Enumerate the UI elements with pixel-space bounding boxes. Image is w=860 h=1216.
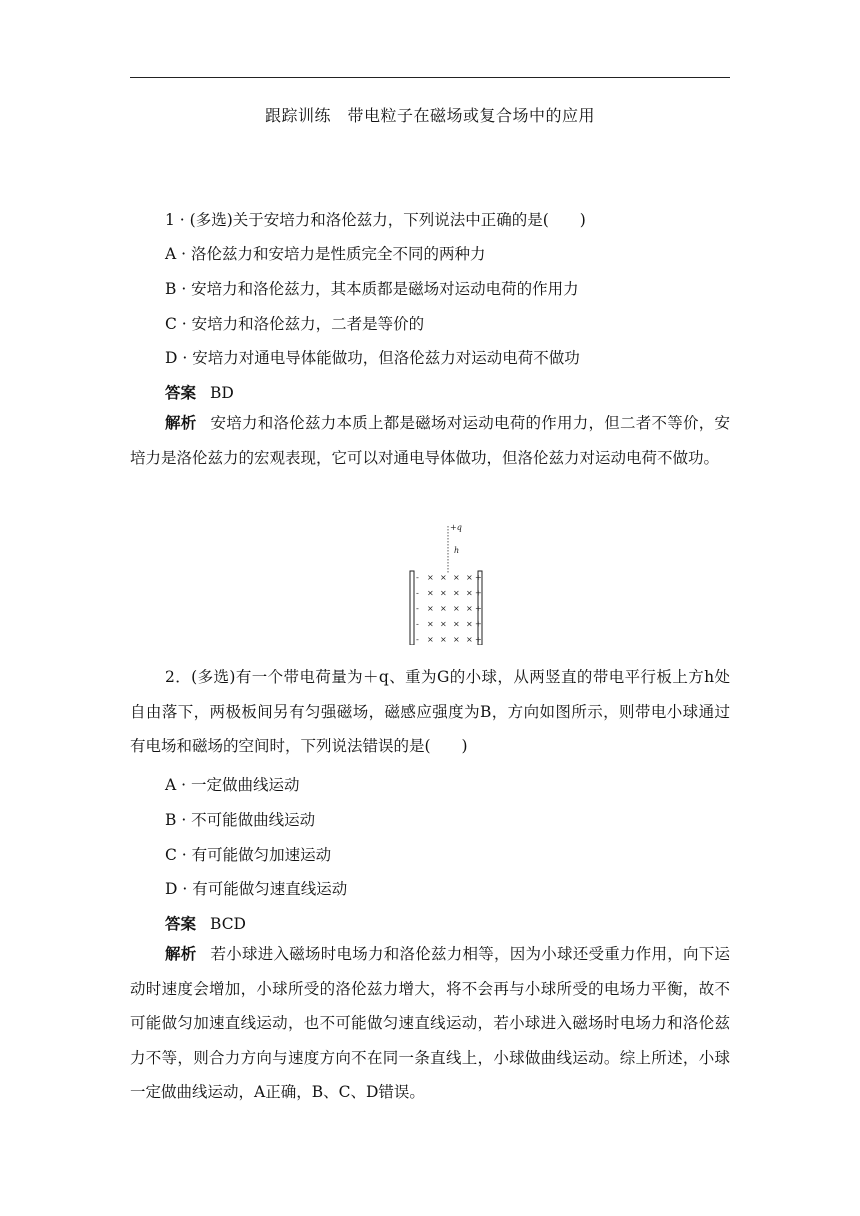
- q2-option-a: A · 一定做曲线运动: [165, 776, 300, 794]
- q2-analysis: [130, 937, 730, 1110]
- field-cross: ×: [453, 635, 460, 644]
- negative-sign: -: [416, 588, 419, 598]
- field-cross: ×: [453, 588, 460, 598]
- positive-sign: +: [475, 588, 482, 598]
- positive-sign: +: [475, 604, 482, 613]
- q2-analysis-text: 若小球进入磁场时电场力和洛伦兹力相等，因为小球还受重力作用，向下运动时速度会增加，小球所受的洛伦兹力增大，将不会再与小球所受的电场力平衡，故不可能做匀加速直线运动，也不可能做匀速直线运动，若小球进入磁场时电场力和洛伦兹力不等，则合力方向与速度方向不在同一条直线上，小球做曲线运动。综上所述，小球一定做曲线运动，A正确，B、C、D错误。: [130, 945, 730, 1101]
- field-cross: ×: [440, 573, 447, 582]
- q1-analysis-label: 解析: [165, 413, 197, 432]
- field-cross: ×: [440, 588, 447, 598]
- negative-sign: -: [416, 604, 419, 613]
- q1-answer: [165, 381, 234, 403]
- magnetic-field-figure: [405, 520, 485, 645]
- field-grid: [416, 573, 482, 644]
- height-label: h: [454, 546, 460, 555]
- negative-sign: -: [416, 573, 419, 582]
- field-cross: ×: [440, 604, 447, 613]
- q2-option-c: C · 有可能做匀加速运动: [165, 846, 332, 864]
- field-cross: ×: [440, 619, 447, 629]
- q1-stem: 1 · (多选)关于安培力和洛伦兹力，下列说法中正确的是( ): [165, 211, 586, 229]
- negative-sign: -: [416, 619, 419, 629]
- page-title: 跟踪训练 带电粒子在磁场或复合场中的应用: [264, 106, 595, 125]
- field-cross: ×: [427, 604, 434, 613]
- field-cross: ×: [453, 604, 460, 613]
- q1-answer-label: 答案: [165, 383, 197, 402]
- field-cross: ×: [453, 619, 460, 629]
- field-cross: ×: [427, 635, 434, 644]
- positive-sign: +: [475, 635, 482, 644]
- field-cross: ×: [466, 573, 473, 582]
- q1-answer-value: BD: [210, 384, 234, 402]
- q2-option-b: B · 不可能做曲线运动: [165, 811, 316, 829]
- negative-sign: -: [416, 635, 419, 644]
- q1-option-b: B · 安培力和洛伦兹力，其本质都是磁场对运动电荷的作用力: [165, 280, 579, 298]
- q1-option-a: A · 洛伦兹力和安培力是性质完全不同的两种力: [165, 245, 486, 263]
- positive-sign: +: [475, 573, 482, 582]
- q1-option-d: D · 安培力对通电导体能做功，但洛伦兹力对运动电荷不做功: [165, 349, 580, 367]
- field-cross: ×: [466, 604, 473, 613]
- figure-svg: [405, 520, 485, 645]
- q1-analysis: [130, 406, 730, 475]
- q2-analysis-label: 解析: [165, 944, 197, 963]
- field-cross: ×: [466, 588, 473, 598]
- positive-sign: +: [475, 619, 482, 629]
- q2-option-d: D · 有可能做匀速直线运动: [165, 880, 348, 898]
- q2-answer-label: 答案: [165, 914, 197, 933]
- q2-stem: 2．(多选)有一个带电荷量为＋q、重为G的小球，从两竖直的带电平行板上方h处自由落下，两极板间另有匀强磁场，磁感应强度为B，方向如图所示，则带电小球通过有电场和磁场的空间时，下列说法错误的是( ): [130, 668, 730, 755]
- field-cross: ×: [427, 619, 434, 629]
- q2-answer: [165, 912, 246, 934]
- left-plate: [410, 571, 414, 645]
- header-rule: [130, 77, 730, 78]
- charge-label: +q: [450, 523, 462, 532]
- field-cross: ×: [427, 573, 434, 582]
- field-cross: ×: [427, 588, 434, 598]
- field-cross: ×: [453, 573, 460, 582]
- field-cross: ×: [440, 635, 447, 644]
- field-cross: ×: [466, 635, 473, 644]
- field-cross: ×: [466, 619, 473, 629]
- q2-answer-value: BCD: [210, 915, 246, 933]
- q1-option-c: C · 安培力和洛伦兹力，二者是等价的: [165, 315, 425, 333]
- q1-analysis-text: 安培力和洛伦兹力本质上都是磁场对运动电荷的作用力，但二者不等价，安培力是洛伦兹力的宏观表现，它可以对通电导体做功，但洛伦兹力对运动电荷不做功。: [130, 414, 730, 467]
